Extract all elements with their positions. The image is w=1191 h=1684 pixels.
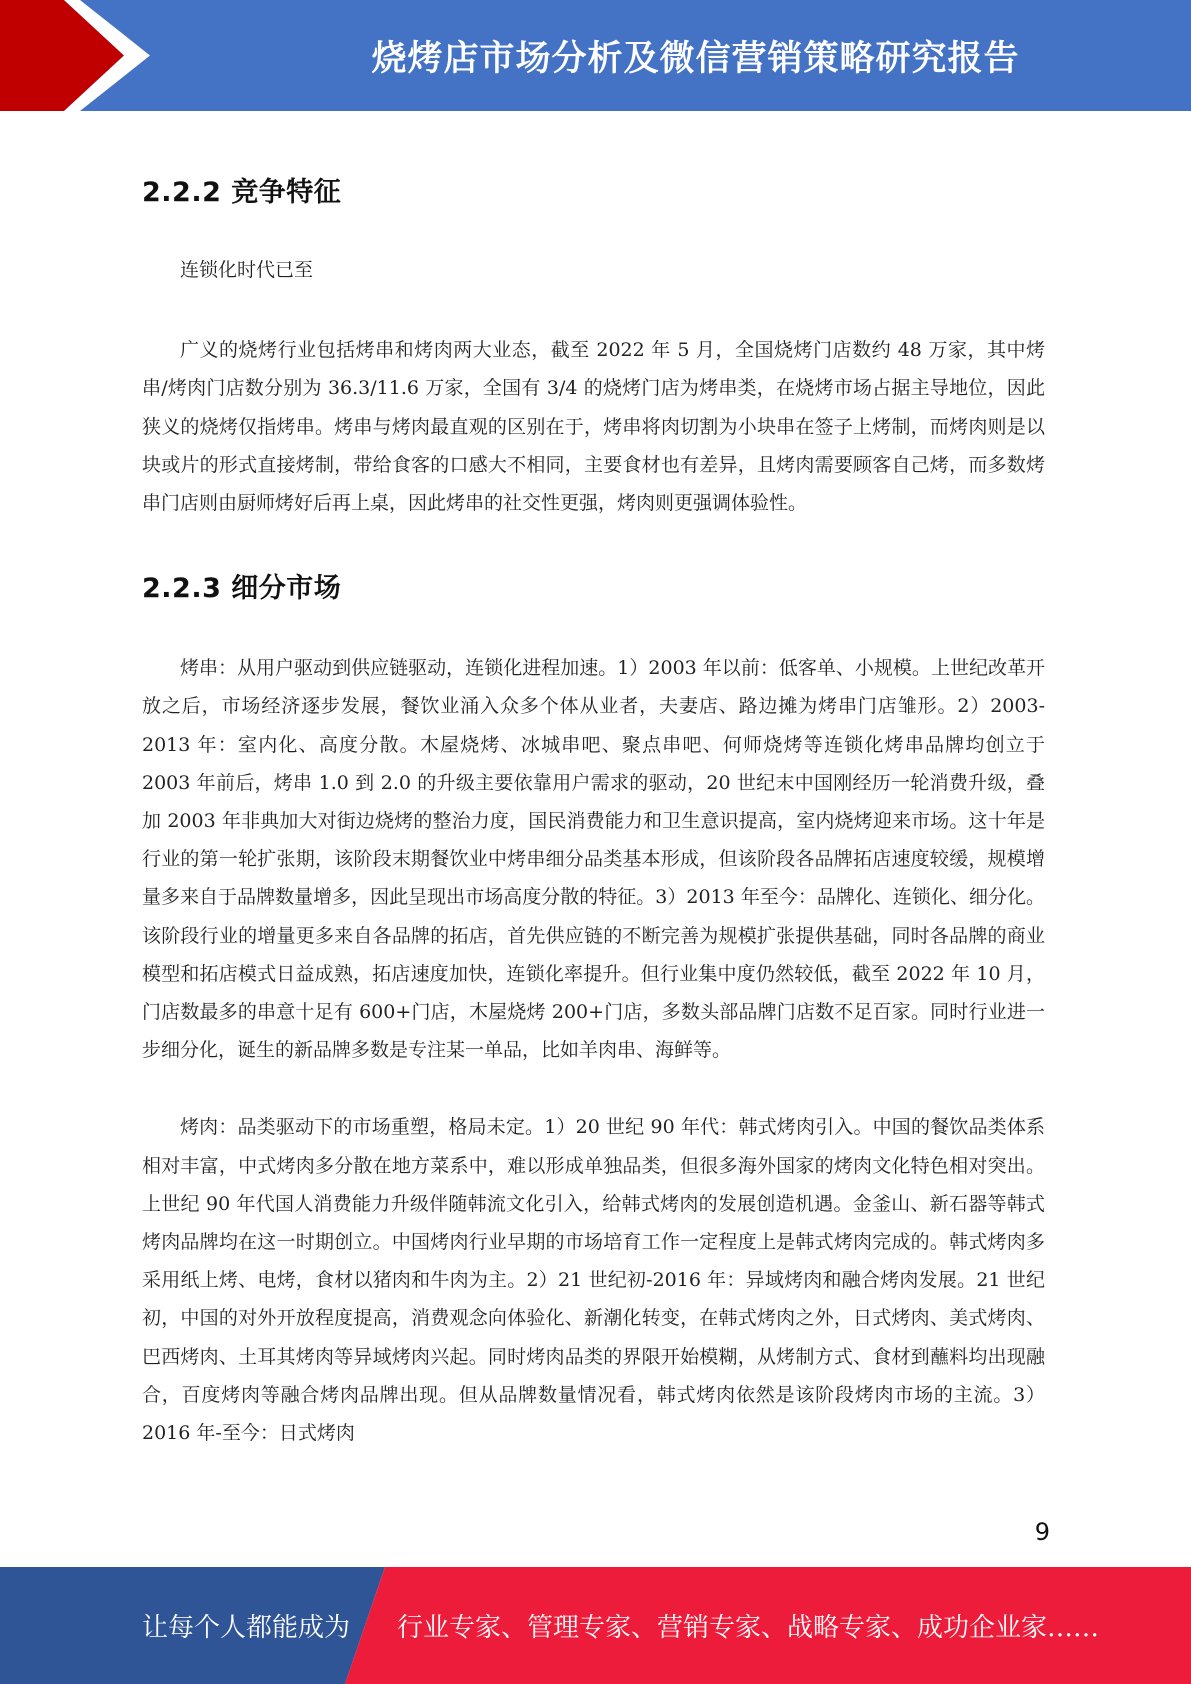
footer-slogan-left: 让每个人都能成为 xyxy=(142,1613,351,1643)
paragraph-barbecue-meat: 烤肉：品类驱动下的市场重塑，格局未定。1）20 世纪 90 年代：韩式烤肉引入。中国的餐饮品类体系相对丰富，中式烤肉多分散在地方菜系中，难以形成单独品类，但很多海外国家的烤肉文化特色相对突出。上世纪 90 年代国人消费能力升级伴随韩流文化引入，给韩式烤肉的发展创造机遇。金釜山、新石器等韩式烤肉品牌均在这一时期创立。中国烤肉行业早期的市场培育工作一定程度上是韩式烤肉完成的。韩式烤肉多采用纸上烤、电烤，食材以猪肉和牛肉为主。2）21 世纪初-2016 年：异域烤肉和融合烤肉发展。21 世纪初，中国的对外开放程度提高，消费观念向体验化、新潮化转变，在韩式烤肉之外，日式烤肉、美式烤肉、巴西烤肉、土耳其烤肉等异域烤肉兴起。同时烤肉品类的界限开始模糊，从烤制方式、食材到蘸料均出现融合，百度烤肉等融合烤肉品牌出现。但从品牌数量情况看，韩式烤肉依然是该阶段烤肉市场的主流。3）2016 年-至今：日式烤肉 xyxy=(142,1116,1045,1445)
paragraph-skewers: 烤串：从用户驱动到供应链驱动，连锁化进程加速。1）2003 年以前：低客单、小规模。上世纪改革开放之后，市场经济逐步发展，餐饮业涌入众多个体从业者，夫妻店、路边摊为烤串门店雏形。2）2003-2013 年：室内化、高度分散。木屋烧烤、冰城串吧、聚点串吧、何师烧烤等连锁化烤串品牌均创立于 2003 年前后，烤串 1.0 到 2.0 的升级主要依靠用户需求的驱动，20 世纪末中国刚经历一轮消费升级，叠加 2003 年非典加大对街边烧烤的整治力度，国民消费能力和卫生意识提高，室内烧烤迎来市场。这十年是行业的第一轮扩张期，该阶段末期餐饮业中烤串细分品类基本形成，但该阶段各品牌拓店速度较缓，规模增量多来自于品牌数量增多，因此呈现出市场高度分散的特征。3）2013 年至今：品牌化、连锁化、细分化。该阶段行业的增量更多来自各品牌的拓店，首先供应链的不断完善为规模扩张提供基础，同时各品牌的商业模型和拓店模式日益成熟，拓店速度加快，连锁化率提升。但行业集中度仍然较低，截至 2022 年 10 月，门店数最多的串意十足有 600+门店，木屋烧烤 200+门店，多数头部品牌门店数不足百家。同时行业进一步细分化，诞生的新品牌多数是专注某一单品，比如羊肉串、海鲜等。 xyxy=(142,657,1045,1062)
subsection-title: 连锁化时代已至 xyxy=(180,259,314,281)
chevron-logo-icon xyxy=(0,0,160,111)
header-banner xyxy=(0,0,1191,111)
page-number: 9 xyxy=(1034,1518,1050,1546)
footer-banner xyxy=(0,1567,1191,1684)
section-heading-2-2-2: 2.2.2 竞争特征 xyxy=(142,177,342,208)
report-title: 烧烤店市场分析及微信营销策略研究报告 xyxy=(371,38,1020,79)
paragraph-competition: 广义的烧烤行业包括烤串和烤肉两大业态，截至 2022 年 5 月，全国烧烤门店数约 48 万家，其中烤串/烤肉门店数分别为 36.3/11.6 万家，全国有 3/4 的烧烤门店为烤串类，在烧烤市场占据主导地位，因此狭义的烧烤仅指烤串。烤串与烤肉最直观的区别在于，烤串将肉切割为小块串在签子上烤制，而烤肉则是以块或片的形式直接烤制，带给食客的口感大不相同，主要食材也有差异，且烤肉需要顾客自己烤，而多数烤串门店则由厨师烤好后再上桌，因此烤串的社交性更强，烤肉则更强调体验性。 xyxy=(142,339,1045,515)
main-content xyxy=(142,150,1045,1452)
section-heading-2-2-3: 2.2.3 细分市场 xyxy=(142,573,342,605)
footer-slogan-right: 行业专家、管理专家、营销专家、战略专家、成功企业家…… xyxy=(397,1613,1100,1643)
